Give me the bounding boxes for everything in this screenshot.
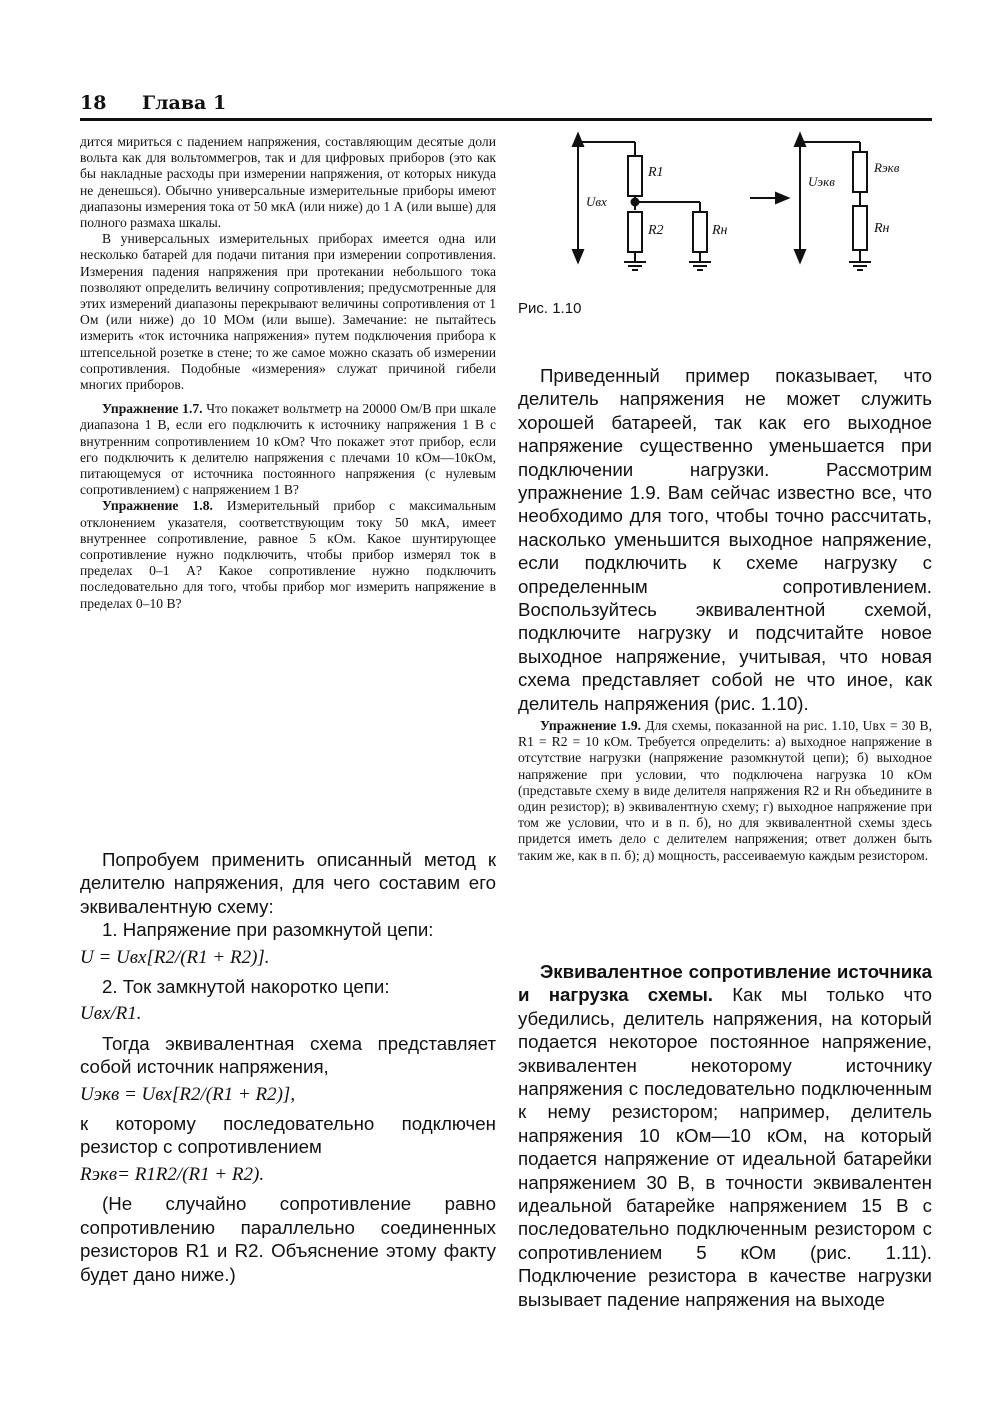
exercise-1-7 <box>80 401 496 498</box>
paragraph: 2. Ток замкнутой накоротко цепи: <box>102 976 390 998</box>
paragraph: дится мириться с падением напряжения, составляющим десятые доли вольта как для вольтоммегров, так и для цифровых приборов (это как бы накладные расходы при измерении напряжения, от которых никуда не денешься). Обычно универсальные измерительные приборы имеют диапазоны измерения тока от 50 мкА (или ниже) до 1 А (или выше) для полного размаха шкалы. <box>80 134 496 231</box>
label-r1: R1 <box>648 165 664 180</box>
chapter-title: Глава 1 <box>142 92 227 114</box>
exercise-text: Для схемы, показанной на рис. 1.10, Uвх = 30 В, R1 = R2 = 10 кОм. Требуется определить: а) выходное напряжение в отсутствие нагрузки (напряжение разомкнутой цепи); б) выходное напряжение при условии, что подключена нагрузка 10 кОм (представьте схему в виде делителя напряжения R2 и Rн объедините в один резистор); в) эквивалентную схему; г) выходное напряжение при том же условии, что и в п. б), но для эквивалентной схемы здесь придется иметь дело с делителем напряжения; ответ должен быть таким же, как в п. б); д) мощность, рассеиваемую каждым резистором. <box>518 718 932 863</box>
section-title: Эквивалентное сопротивление источника и нагрузка схемы. <box>518 961 932 1006</box>
exercise-title: Упражнение 1.8. <box>102 498 213 514</box>
exercise-title: Упражнение 1.7. <box>102 401 203 417</box>
paragraph: к которому последовательно подключен резистор с сопротивлением <box>80 1113 496 1158</box>
label-rn2: Rн <box>874 221 890 236</box>
label-r2: R2 <box>648 223 664 238</box>
figure-caption: Рис. 1.10 <box>518 300 582 317</box>
right-column-text <box>518 364 932 715</box>
label-uekv: Uэкв <box>808 174 835 189</box>
page-number: 18 <box>80 92 107 114</box>
circuit-figure <box>560 128 940 278</box>
left-column-large <box>80 848 496 1286</box>
paragraph: Попробуем применить описанный метод к делителю напряжения, для чего составим его эквивалентную схему: <box>80 849 496 917</box>
paragraph: В универсальных измерительных приборах имеется одна или несколько батарей для подачи питания при измерении сопротивления. Измерения падения напряжения при протекании небольшого тока позволяют определить величину сопротивления; предусмотренные для этих измерений диапазоны перекрывают величины сопротивления от 1 Ом (или ниже) до 10 МОм (или выше). Замечание: не пытайтесь измерить «ток источника напряжения» путем подключения прибора к штепсельной розетке в стене; то же самое можно сказать об измерении сопротивления. Подобные «измерения» служат причиной гибели многих приборов. <box>80 231 496 393</box>
exercise-text: Измерительный прибор с максимальным отклонением указателя, соответствующим току 50 мкА, имеет внутреннее сопротивление, равное 5 кОм. Какое шунтирующее сопротивление нужно подключить, чтобы прибор измерял ток в пределах 0–1 А? Какое сопротивление нужно подключить последовательно для того, чтобы прибор мог измерить напряжение в пределах 0–10 В? <box>80 498 496 611</box>
exercise-1-9 <box>518 718 932 864</box>
exercise-1-8 <box>80 498 496 611</box>
right-column-exercise <box>518 718 932 864</box>
formula: U = Uвх[R2/(R1 + R2)]. <box>80 946 270 968</box>
exercise-title: Упражнение 1.9. <box>540 718 642 733</box>
page-header <box>80 92 932 121</box>
exercise-text: Что покажет вольтметр на 20000 Ом/В при шкале диапазона 1 В, если его подключить к источнику напряжения 1 В с внутренним сопротивлением 10 кОм? Что покажет этот прибор, если его подключить к делителю напряжения с плечами 10 кОм—10кОм, питающемуся от источника постоянного напряжения (с нулевым сопротивлением) с напряжением 1 В? <box>80 401 496 498</box>
paragraph: (Не случайно сопротивление равно сопротивлению параллельно соединенных резисторов R1 и R2. Объяснение этому факту будет дано ниже.) <box>80 1193 496 1285</box>
label-rekv: Rэкв <box>874 160 900 175</box>
label-rn: Rн <box>712 223 728 238</box>
formula: Uэкв = Uвх[R2/(R1 + R2)], <box>80 1083 296 1105</box>
section-paragraph <box>518 960 932 1311</box>
paragraph: 1. Напряжение при разомкнутой цепи: <box>102 919 434 941</box>
label-uvx: Uвх <box>586 194 607 209</box>
right-column-section <box>518 960 932 1311</box>
paragraph: Тогда эквивалентная схема представляет собой источник напряжения, <box>80 1032 496 1078</box>
left-column-small <box>80 134 496 612</box>
section-text: Как мы только что убедились, делитель напряжения, на который подается некоторое постоянное напряжение, эквивалентен некоторому источнику напряжения с последовательно подключенным к нему резистором; например, делитель напряжения 10 кОм—10 кОм, на который подается напряжение от идеальной батарейки напряжением 30 В, в точности эквивалентен идеальной батарейке напряжением 15 В с последовательно подключенным резистором с сопротивлением 5 кОм (рис. 1.11). Подключение резистора в качестве нагрузки вызывает падение напряжения на выходе <box>518 984 932 1310</box>
formula: Uвх/R1. <box>80 1003 142 1025</box>
paragraph: Приведенный пример показывает, что делитель напряжения не может служить хорошей батареей, так как его выходное напряжение существенно уменьшается при подключении нагрузки. Рассмотрим упражнение 1.9. Вам сейчас известно все, что необходимо для того, чтобы точно рассчитать, насколько уменьшится выходное напряжение, если подключить к схеме нагрузку с определенным сопротивлением. Воспользуйтесь эквивалентной схемой, подключите нагрузку и подсчитайте новое выходное напряжение, учитывая, что новая схема представляет собой не что иное, как делитель напряжения (рис. 1.10). <box>518 365 932 714</box>
formula: Rэкв= R1R2/(R1 + R2). <box>80 1163 265 1185</box>
